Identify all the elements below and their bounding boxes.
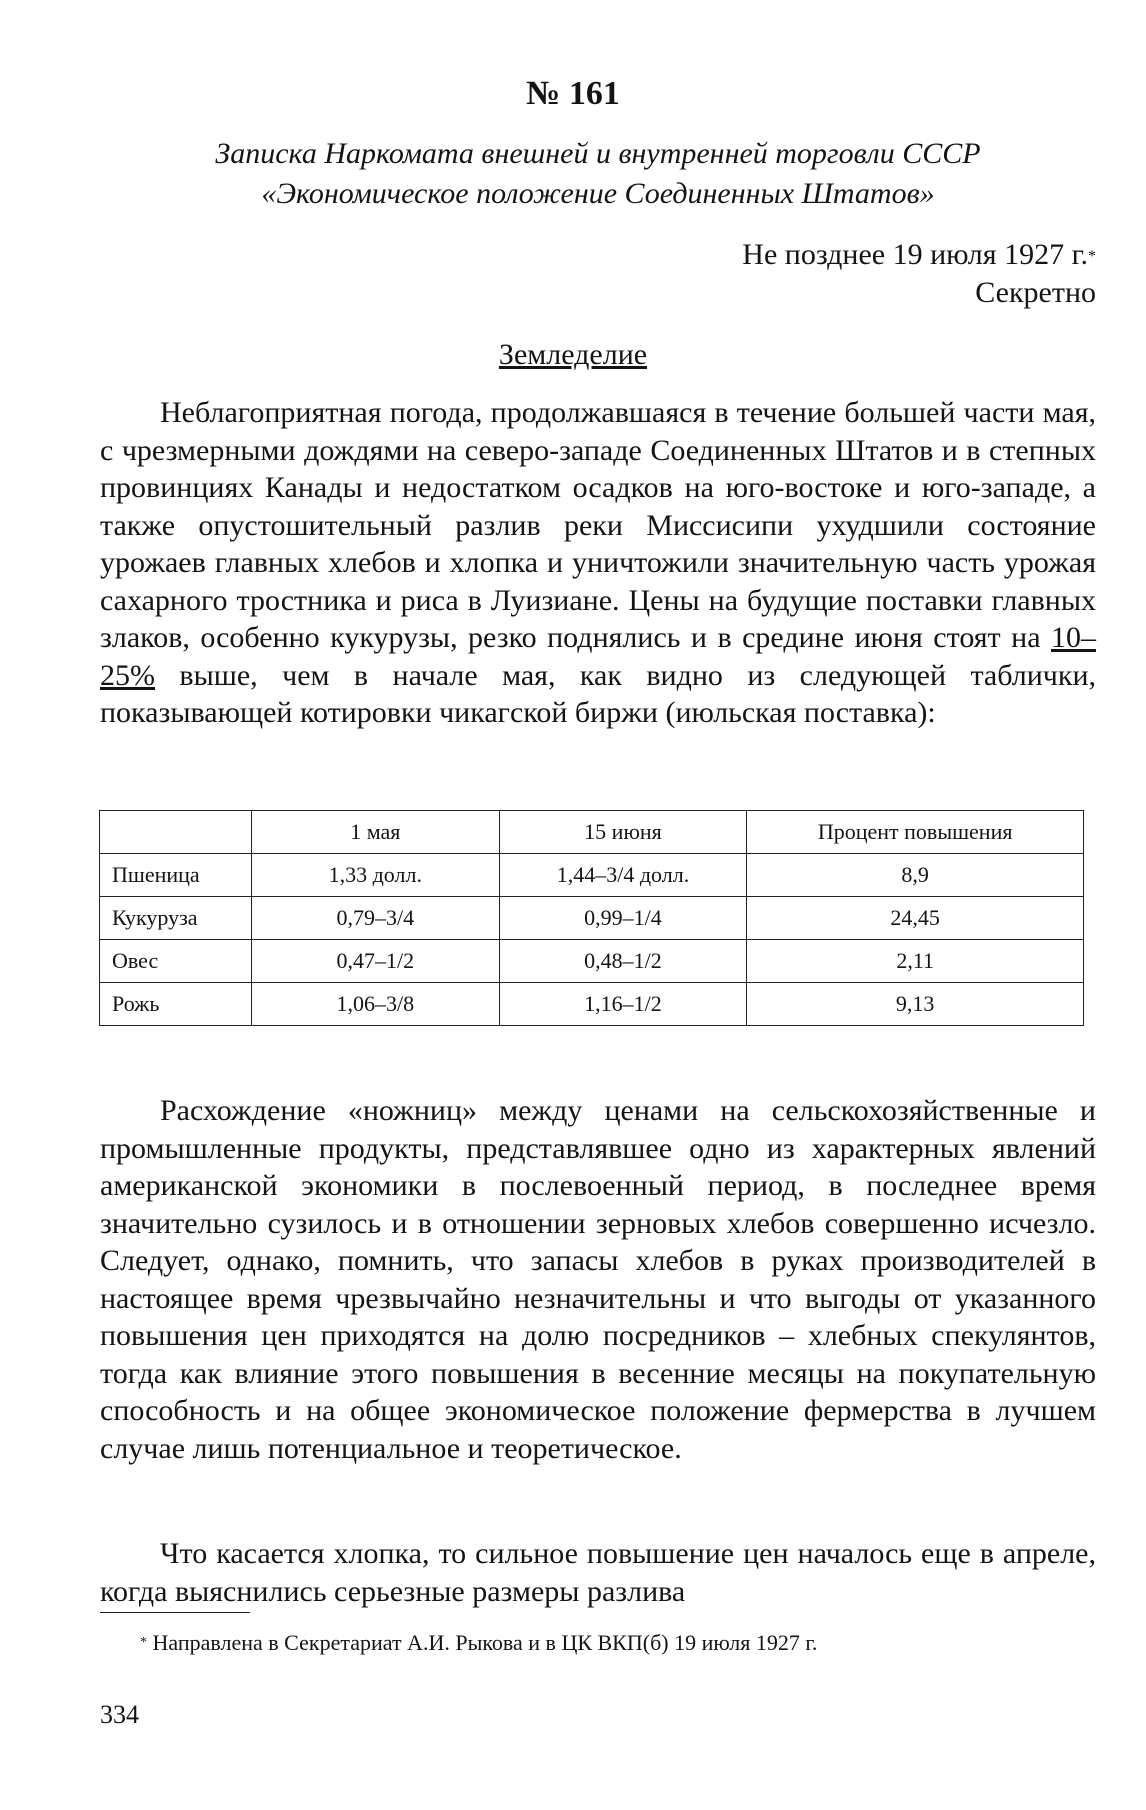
table-cell: 24,45 bbox=[747, 897, 1084, 940]
table-cell: 1,44–3/4 долл. bbox=[499, 854, 747, 897]
document-title-line-1: Записка Наркомата внешней и внутренней торговли СССР bbox=[215, 137, 981, 170]
document-title-line-2: «Экономическое положение Соединенных Штатов» bbox=[261, 177, 935, 210]
footnote-divider bbox=[100, 1612, 250, 1613]
table-cell: 1,33 долл. bbox=[251, 854, 499, 897]
table-cell: 1,06–3/8 bbox=[251, 983, 499, 1026]
table-header-row bbox=[100, 811, 1084, 854]
date-footnote-marker: * bbox=[1088, 248, 1096, 265]
document-title bbox=[100, 134, 1096, 214]
section-heading-text: Земледелие bbox=[498, 338, 648, 371]
paragraph-2: Расхождение «ножниц» между ценами на сельскохозяйственные и промышленные продукты, представлявшее одно из характерных явлений американской экономики в послевоенный период, в последнее время значительно сузилось и в отношении зерновых хлебов совершенно исчезло. Следует, однако, помнить, что запасы хлебов в руках производителей в настоящее время чрезвычайно незначительны и что выгоды от указанного повышения цен приходятся на долю посредников – хлебных спекулянтов, тогда как влияние этого повышения в весенние месяцы на покупательную способность и на общее экономическое положение фермерства в лучшем случае лишь потенциальное и теоретическое. bbox=[100, 1094, 1096, 1465]
page-number: 334 bbox=[100, 1700, 139, 1729]
paragraph-1 bbox=[100, 394, 1096, 732]
table-cell: Овес bbox=[100, 940, 252, 983]
document-date-text: Не позднее 19 июля 1927 г. bbox=[742, 238, 1088, 271]
table-cell: 0,47–1/2 bbox=[251, 940, 499, 983]
footnote bbox=[140, 1628, 1096, 1658]
table-cell: 1,16–1/2 bbox=[499, 983, 747, 1026]
table-cell: 0,79–3/4 bbox=[251, 897, 499, 940]
table-cell: 0,99–1/4 bbox=[499, 897, 747, 940]
table-cell: 9,13 bbox=[747, 983, 1084, 1026]
table-header-cell: 15 июня bbox=[499, 811, 747, 854]
table-header-cell: Процент повышения bbox=[747, 811, 1084, 854]
table-header-cell bbox=[100, 811, 252, 854]
table-cell: Рожь bbox=[100, 983, 252, 1026]
table-cell: 0,48–1/2 bbox=[499, 940, 747, 983]
table-row bbox=[100, 897, 1084, 940]
document-date bbox=[742, 236, 1096, 274]
section-heading bbox=[0, 336, 1146, 374]
footnote-marker: * bbox=[140, 1635, 147, 1650]
paragraph-3: Что касается хлопка, то сильное повышение цен началось еще в апреле, когда выяснились серьезные размеры разлива bbox=[100, 1537, 1096, 1608]
table-row bbox=[100, 940, 1084, 983]
table-cell: Кукуруза bbox=[100, 897, 252, 940]
footnote-text: Направлена в Секретариат А.И. Рыкова и в ЦК ВКП(б) 19 июля 1927 г. bbox=[147, 1630, 818, 1655]
table-cell: 8,9 bbox=[747, 854, 1084, 897]
paragraph-1-text-b: выше, чем в начале мая, как видно из следующей таблички, показывающей котировки чикагской биржи (июльская поставка): bbox=[100, 658, 1096, 729]
table-row bbox=[100, 983, 1084, 1026]
table-cell: 2,11 bbox=[747, 940, 1084, 983]
paragraph-1-text-a: Неблагоприятная погода, продолжавшаяся в течение большей части мая, с чрезмерными дождями на северо-западе Соединенных Штатов и в степных провинциях Канады и недостатком осадков на юго-востоке и юго-западе, а также опустошительный разлив реки Миссисипи ухудшили состояние урожаев главных хлебов и хлопка и уничтожили значительную часть урожая сахарного тростника и риса в Луизиане. Цены на будущие поставки главных злаков, особенно кукурузы, резко поднялись и в средине июня стоят на bbox=[100, 396, 1096, 654]
classification-label: Секретно bbox=[975, 276, 1096, 309]
table-row bbox=[100, 854, 1084, 897]
price-table bbox=[99, 810, 1084, 1026]
table-header-cell: 1 мая bbox=[251, 811, 499, 854]
document-number: № 161 bbox=[526, 75, 620, 112]
paragraph-1-underlined: 10–25% bbox=[100, 621, 1096, 692]
table-cell: Пшеница bbox=[100, 854, 252, 897]
